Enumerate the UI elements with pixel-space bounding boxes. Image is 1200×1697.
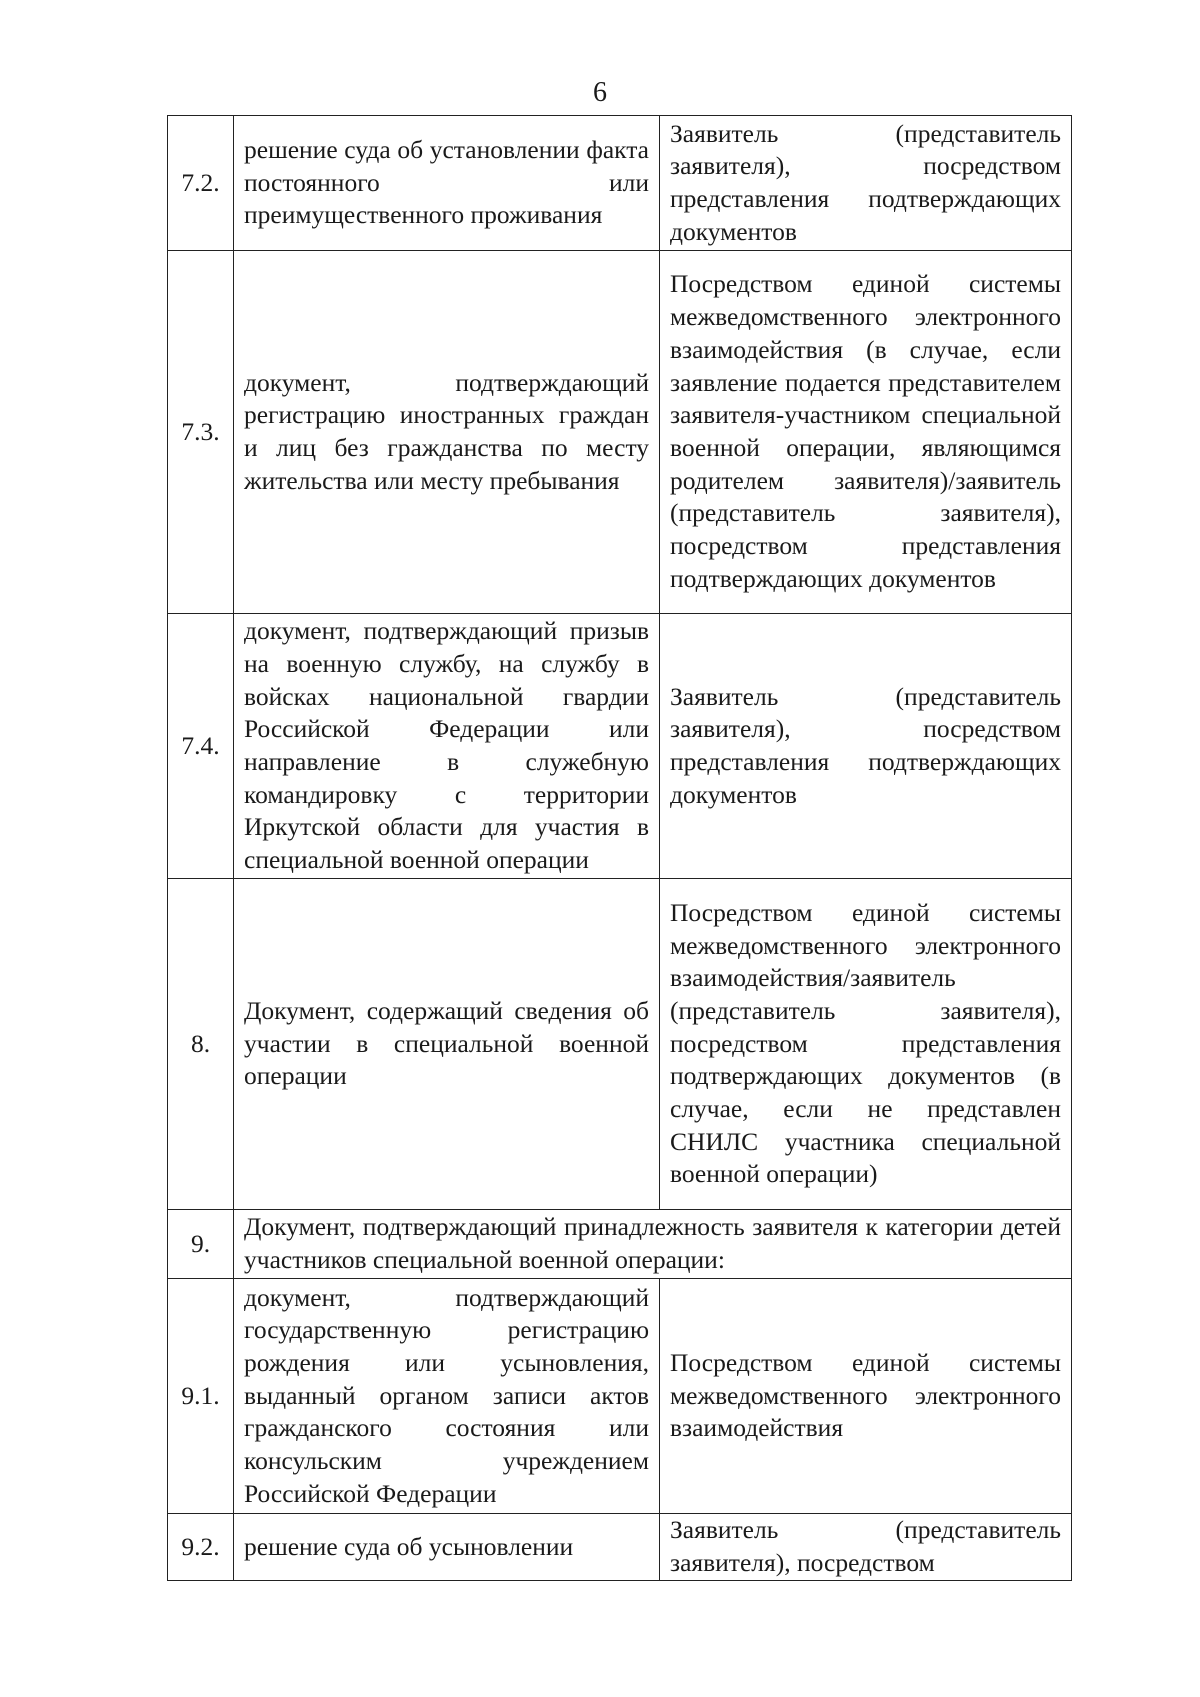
document-name: документ, подтверждающий государственную регистрацию рождения или усыновления, выданный органом записи актов гражданского состояния или консульским учреждением Российской Федерации <box>234 1279 660 1514</box>
submission-method: Посредством единой системы межведомственного электронного взаимодействия <box>660 1279 1072 1514</box>
row-number: 9. <box>168 1210 234 1279</box>
table-row <box>168 879 1072 1210</box>
document-name: Документ, содержащий сведения об участии в специальной военной операции <box>234 879 660 1210</box>
page-number: 6 <box>593 77 607 108</box>
section-heading: Документ, подтверждающий принадлежность заявителя к категории детей участников специальной военной операции: <box>234 1210 1072 1279</box>
table-row <box>168 1210 1072 1279</box>
table-row <box>168 116 1072 251</box>
row-number: 7.3. <box>168 251 234 614</box>
table-row <box>168 1279 1072 1514</box>
row-number: 7.2. <box>168 116 234 251</box>
document-name: решение суда об установлении факта постоянного или преимущественного проживания <box>234 116 660 251</box>
document-name: решение суда об усыновлении <box>234 1514 660 1581</box>
document-name: документ, подтверждающий призыв на военную службу, на службу в войсках национальной гвардии Российской Федерации или направление в служебную командировку с территории Иркутской области для участия в специальной военной операции <box>234 614 660 879</box>
submission-method: Заявитель (представитель заявителя), посредством представления подтверждающих документов <box>660 614 1072 879</box>
documents-table <box>167 115 1072 1581</box>
table-row <box>168 614 1072 879</box>
submission-method: Посредством единой системы межведомственного электронного взаимодействия (в случае, если заявление подается представителем заявителя-участником специальной военной операции, являющимся родителем заявителя)/заявитель (представитель заявителя), посредством представления подтверждающих документов <box>660 251 1072 614</box>
row-number: 7.4. <box>168 614 234 879</box>
row-number: 8. <box>168 879 234 1210</box>
submission-method: Заявитель (представитель заявителя), посредством представления подтверждающих документов <box>660 116 1072 251</box>
row-number: 9.2. <box>168 1514 234 1581</box>
document-name: документ, подтверждающий регистрацию иностранных граждан и лиц без гражданства по месту жительства или месту пребывания <box>234 251 660 614</box>
table-row <box>168 1514 1072 1581</box>
submission-method: Заявитель (представитель заявителя), посредством <box>660 1514 1072 1581</box>
submission-method: Посредством единой системы межведомственного электронного взаимодействия/заявитель (представитель заявителя), посредством представления подтверждающих документов (в случае, если не представлен СНИЛС участника специальной военной операции) <box>660 879 1072 1210</box>
table-row <box>168 251 1072 614</box>
row-number: 9.1. <box>168 1279 234 1514</box>
